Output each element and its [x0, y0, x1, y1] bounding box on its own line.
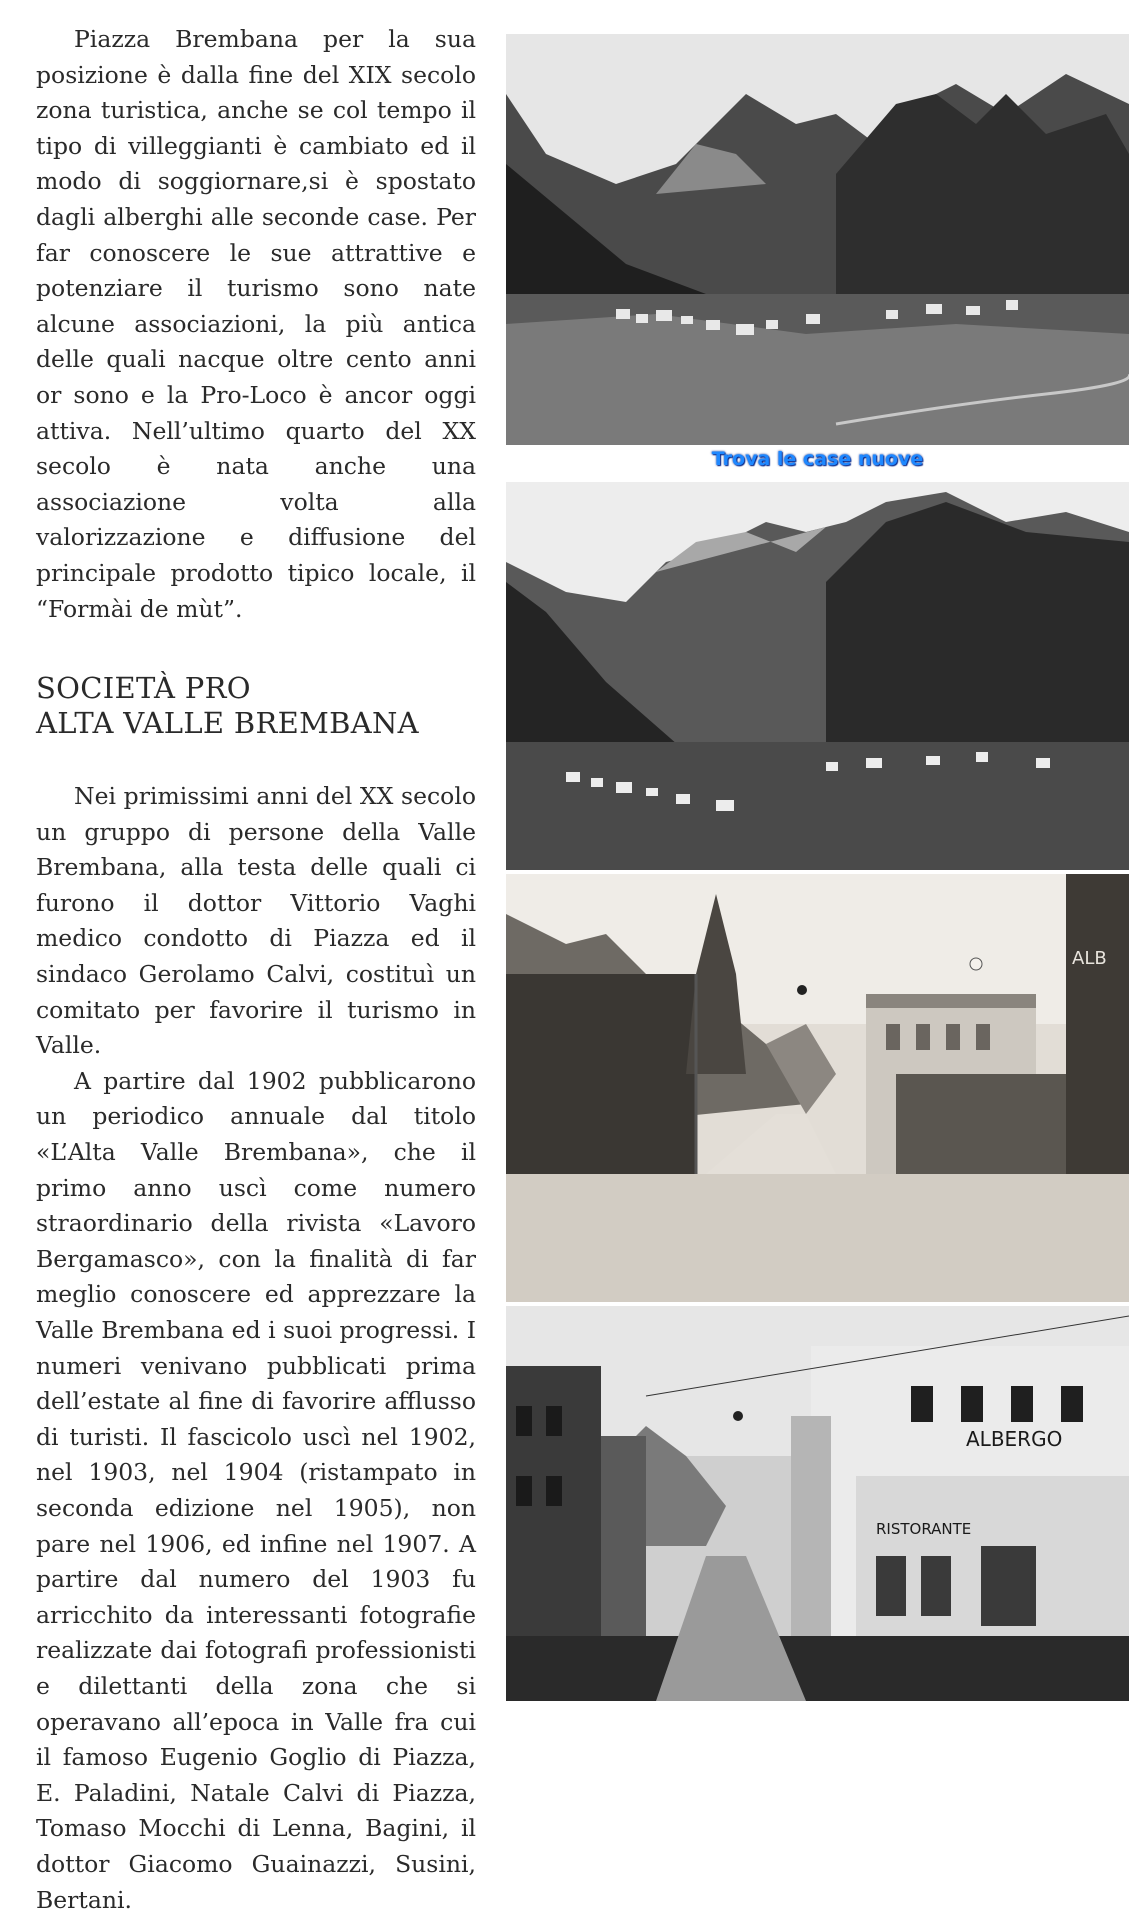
ristorante-sign-text: RISTORANTE — [876, 1520, 972, 1538]
valley-panorama-old-photo — [506, 482, 1129, 870]
street-view-photo-1 — [506, 874, 1129, 1302]
valley-panorama-photo — [506, 34, 1129, 445]
body-paragraph-2: A partire dal 1902 pubblicarono un periodico annuale dal titolo «L’Alta Valle Brembana», che il primo anno uscì come numero straordinario della rivista «Lavoro Bergamasco», con la finalità di far meglio conoscere ed apprezzare la Valle Brembana ed i suoi progressi. I numeri venivano pubblicati prima dell’estate al fine di favorire afflusso di turisti. Il fascicolo uscì nel 1902, nel 1903, nel 1904 (ristampato in seconda edizione nel 1905), non pare nel 1906, ed infine nel 1907. A partire dal numero del 1903 fu arricchito da interessanti fotografie realizzate dai fotografi professionisti e dilettanti della zona che si operavano all’epoca in Valle fra cui il famoso Eugenio Goglio di Piazza, E. Paladini, Natale Calvi di Piazza, Tomaso Mocchi di Lenna, Bagini, il dottor Giacomo Guainazzi, Susini, Bertani. — [36, 1066, 476, 1914]
body-paragraph-1: Nei primissimi anni del XX secolo un gruppo di persone della Valle Brembana, alla testa delle quali ci furono il dottor Vittorio Vaghi medico condotto di Piazza ed il sindaco Gerolamo Calvi, costituì un comitato per favorire il turismo in Valle. — [36, 782, 476, 1060]
intro-paragraph: Piazza Brembana per la sua posizione è dalla fine del XIX secolo zona turistica, anche se col tempo il tipo di villeggianti è cambiato ed il modo di soggiornare,si è spostato dagli alberghi alle seconde case. Per far conoscere le sue attrattive e potenziare il turismo sono nate alcune associazioni, la più antica delle quali nacque oltre cento anni or sono e la Pro-Loco è ancor oggi attiva. Nell’ultimo quarto del XX secolo è nata anche una associazione volta alla valorizzazione e diffusione del principale prodotto tipico locale, il “Formài de mùt”. — [36, 25, 476, 623]
street-view-photo-2 — [506, 1306, 1129, 1701]
photo-caption: Trova le case nuove — [711, 448, 924, 470]
section-heading-line1: SOCIETÀ PRO — [36, 671, 251, 706]
section-heading-line2: ALTA VALLE BREMBANA — [36, 706, 419, 741]
street1-sign-text: ALB — [1072, 948, 1107, 969]
section-heading — [36, 671, 476, 741]
article-text-column — [36, 22, 476, 1918]
albergo-sign-text: ALBERGO — [966, 1427, 1063, 1451]
